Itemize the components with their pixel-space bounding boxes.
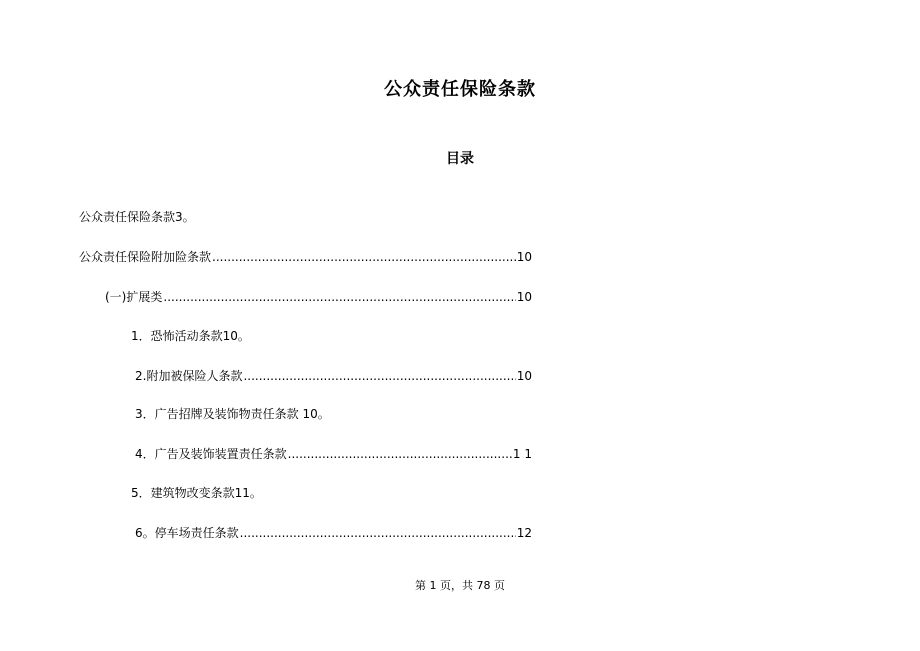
document-title: 公众责任保险条款 [384,79,536,100]
toc-dot-leader [288,446,512,462]
page-footer: 第 1 页，共 78 页 [415,579,505,592]
toc-dot-leader [240,525,516,541]
toc-entry-label: 6。停车场责任条款 [135,526,239,540]
toc-entry[interactable] [79,249,532,265]
toc-entry[interactable] [135,368,532,384]
toc-entry-label: 4．广告及装饰装置责任条款 [135,447,287,461]
toc-page-number: 10 [516,250,532,264]
toc-entry[interactable] [105,289,532,305]
toc-page-number: 12 [516,526,532,540]
toc-page-number: 1 1 [512,447,532,461]
toc-entry-label: 5．建筑物改变条款11。 [131,486,262,500]
toc-entry-label: 2.附加被保险人条款 [135,369,243,383]
toc-entry[interactable] [135,446,532,462]
toc-entry-label: 公众责任保险条款3。 [79,210,195,224]
toc-page-number: 10 [516,290,532,304]
toc-entry[interactable] [135,525,532,541]
toc-dot-leader [212,249,516,265]
toc-entry-label: 公众责任保险附加险条款 [79,250,212,264]
toc-heading: 目录 [446,151,474,167]
toc-entry-label: 1．恐怖活动条款10。 [131,329,250,343]
toc-page-number: 10 [516,369,532,383]
toc-entry-label: 3．广告招牌及装饰物责任条款 10。 [135,407,330,421]
toc-dot-leader [163,289,515,305]
toc-entry-label: (一)扩展类 [105,290,163,304]
toc-entry[interactable] [135,406,330,422]
toc-entry[interactable] [131,485,262,501]
toc-entry[interactable] [131,328,250,344]
toc-entry[interactable] [79,209,195,225]
toc-dot-leader [243,368,515,384]
